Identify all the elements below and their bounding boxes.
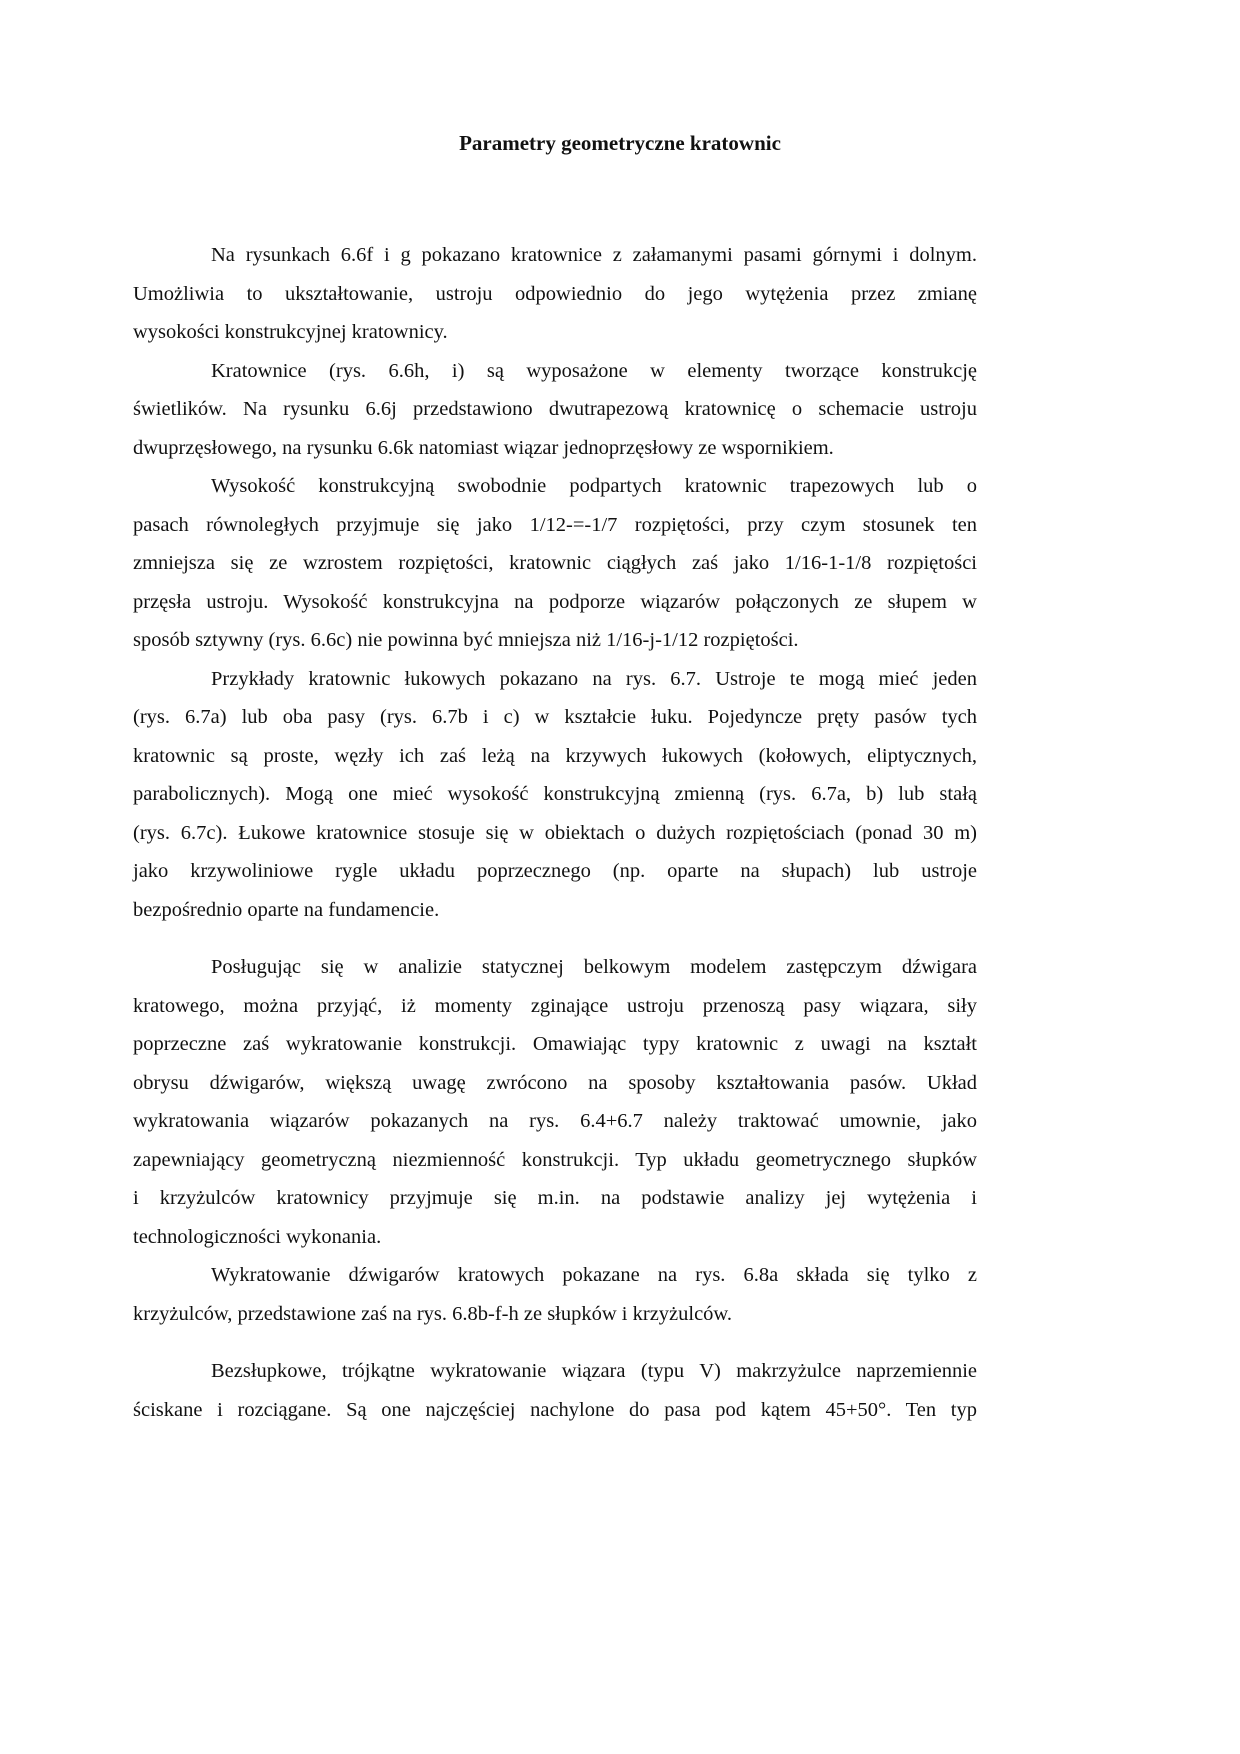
text-line: Bezsłupkowe, trójkątne wykratowanie wiązara (typu V) makrzyżulce naprzemiennie <box>211 1360 977 1382</box>
text-line: i krzyżulców kratownicy przyjmuje się m.in. na podstawie analizy jej wytężenia i <box>133 1187 977 1209</box>
text-line: przęsła ustroju. Wysokość konstrukcyjna na podporze wiązarów połączonych ze słupem w <box>133 590 977 613</box>
text-line: pasach równoległych przyjmuje się jako 1/12-=-1/7 rozpiętości, przy czym stosunek ten <box>133 513 977 536</box>
paragraph <box>133 660 977 930</box>
text-line: krzyżulców, przedstawione zaś na rys. 6.8b-f-h ze słupków i krzyżulców. <box>133 1302 733 1325</box>
text-line: bezpośrednio oparte na fundamencie. <box>133 898 440 921</box>
text-line: obrysu dźwigarów, większą uwagę zwrócono na sposoby kształtowania pasów. Układ <box>133 1071 977 1094</box>
text-line: kratowego, można przyjąć, iż momenty zginające ustroju przenoszą pasy wiązara, siły <box>133 994 977 1017</box>
text-line: zmniejsza się ze wzrostem rozpiętości, kratownic ciągłych zaś jako 1/16-1-1/8 rozpiętości <box>133 552 977 574</box>
paragraph <box>133 352 977 468</box>
document-title: Parametry geometryczne kratownic <box>459 131 781 155</box>
paragraph <box>133 948 977 1256</box>
paragraph <box>133 1352 977 1429</box>
text-line: kratownic są proste, węzły ich zaś leżą na krzywych łukowych (kołowych, eliptycznych, <box>133 744 977 767</box>
text-line: Przykłady kratownic łukowych pokazano na rys. 6.7. Ustroje te mogą mieć jeden <box>211 667 977 690</box>
text-line: wysokości konstrukcyjnej kratownicy. <box>133 321 448 343</box>
text-line: Wykratowanie dźwigarów kratowych pokazane na rys. 6.8a składa się tylko z <box>211 1264 977 1286</box>
paragraph <box>133 467 977 660</box>
text-line: technologiczności wykonania. <box>133 1225 382 1248</box>
text-line: Umożliwia to ukształtowanie, ustroju odpowiednio do jego wytężenia przez zmianę <box>133 282 977 305</box>
text-line: (rys. 6.7a) lub oba pasy (rys. 6.7b i c) w kształcie łuku. Pojedyncze pręty pasów tych <box>133 706 977 728</box>
text-line: dwuprzęsłowego, na rysunku 6.6k natomiast wiązar jednoprzęsłowy ze wspornikiem. <box>133 436 834 459</box>
text-line: (rys. 6.7c). Łukowe kratownice stosuje się w obiektach o dużych rozpiętościach (ponad 30 m) <box>133 821 977 844</box>
text-line: Kratownice (rys. 6.6h, i) są wyposażone w elementy tworzące konstrukcję <box>211 359 977 382</box>
text-line: sposób sztywny (rys. 6.6c) nie powinna być mniejsza niż 1/16-j-1/12 rozpiętości. <box>133 629 799 651</box>
text-line: parabolicznych). Mogą one mieć wysokość konstrukcyjną zmienną (rys. 6.7a, b) lub stałą <box>133 783 977 805</box>
text-line: jako krzywoliniowe rygle układu poprzecznego (np. oparte na słupach) lub ustroje <box>133 860 977 882</box>
text-line: Na rysunkach 6.6f i g pokazano kratownice z załamanymi pasami górnymi i dolnym. <box>211 244 977 266</box>
text-line: wykratowania wiązarów pokazanych na rys. 6.4+6.7 należy traktować umownie, jako <box>133 1110 977 1132</box>
text-line: zapewniający geometryczną niezmienność konstrukcji. Typ układu geometrycznego słupków <box>133 1148 977 1171</box>
text-line: Wysokość konstrukcyjną swobodnie podpartych kratownic trapezowych lub o <box>211 475 977 497</box>
document-body <box>133 236 977 1429</box>
text-line: ściskane i rozciągane. Są one najczęściej nachylone do pasa pod kątem 45+50°. Ten typ <box>133 1398 977 1421</box>
text-line: świetlików. Na rysunku 6.6j przedstawiono dwutrapezową kratownicę o schemacie ustroju <box>133 398 977 420</box>
text-line: poprzeczne zaś wykratowanie konstrukcji. Omawiając typy kratownic z uwagi na kształt <box>133 1033 977 1055</box>
paragraph <box>133 236 977 352</box>
paragraph <box>133 1256 977 1333</box>
text-line: Posługując się w analizie statycznej belkowym modelem zastępczym dźwigara <box>211 956 977 978</box>
